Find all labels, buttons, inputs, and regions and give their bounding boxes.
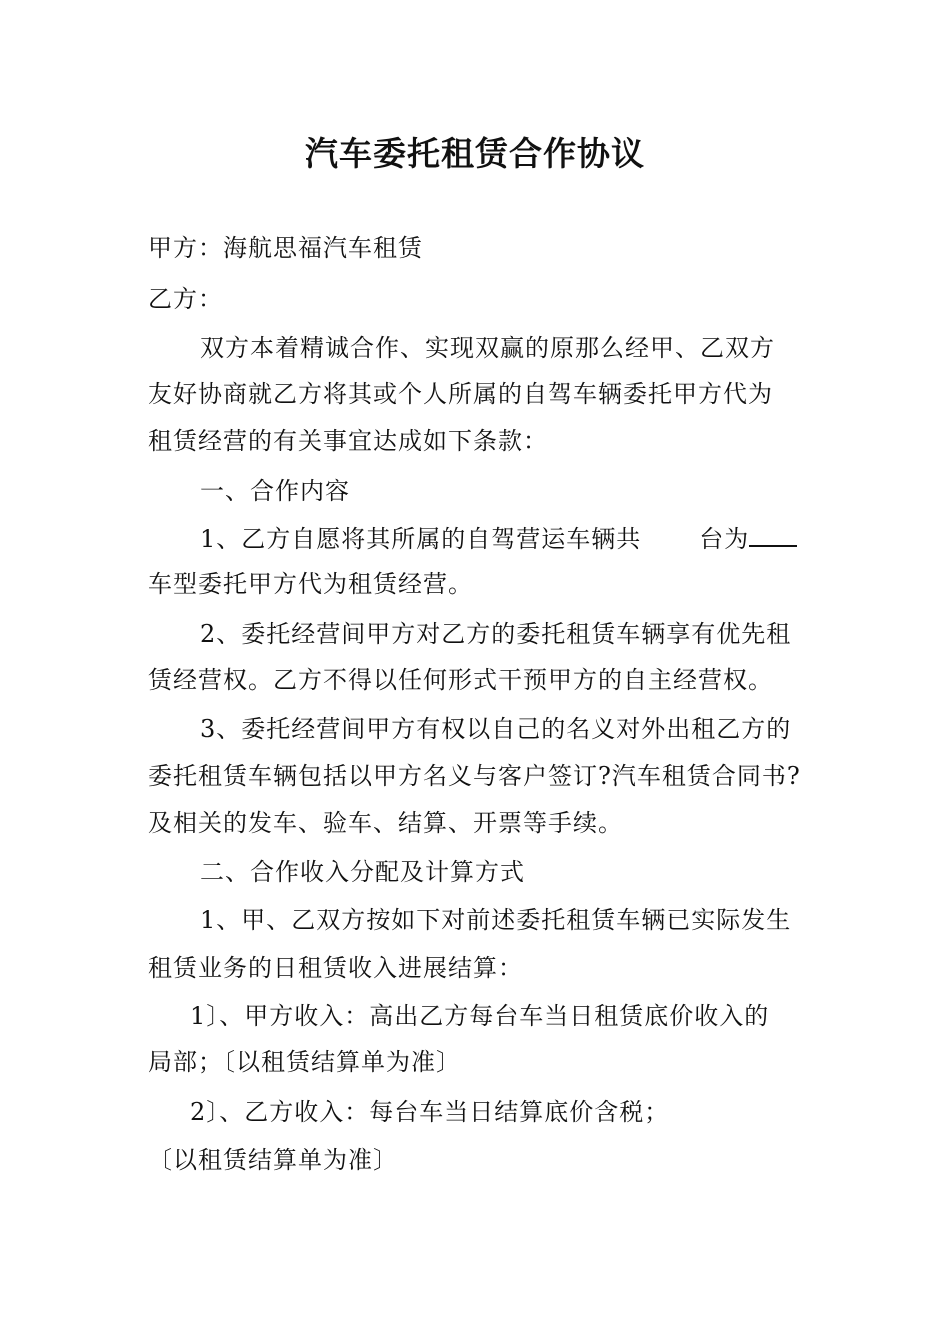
section-1-heading: 一、合作内容: [200, 477, 350, 505]
clause-1-3-line-3: 及相关的发车、验车、结算、开票等手续。: [148, 809, 623, 837]
clause-1-3-line-1: 3、委托经营间甲方有权以自己的名义对外出租乙方的: [200, 715, 792, 743]
party-b-line: 乙方：: [148, 285, 223, 313]
clause-1-1-part-a: 1、乙方自愿将其所属的自驾营运车辆共: [200, 525, 642, 553]
clause-1-2-line-1: 2、委托经营间甲方对乙方的委托租赁车辆享有优先租: [200, 620, 792, 648]
document-title: 汽车委托租赁合作协议: [305, 134, 645, 173]
clause-2-1-1-line-1: 1〕、甲方收入：高出乙方每台车当日租赁底价收入的: [190, 1002, 770, 1030]
clause-1-2-line-2: 赁经营权。乙方不得以任何形式干预甲方的自主经营权。: [148, 666, 773, 694]
clause-1-1-line-2: 车型委托甲方代为租赁经营。: [148, 570, 473, 598]
clause-2-1-line-1: 1、甲、乙双方按如下对前述委托租赁车辆已实际发生: [200, 906, 792, 934]
clause-1-1-line-1: [200, 523, 797, 554]
clause-2-1-2-line-1: 2〕、乙方收入：每台车当日结算底价含税；: [190, 1098, 670, 1126]
party-a-line: 甲方：海航思福汽车租赁: [148, 234, 423, 262]
clause-2-1-1-line-2: 局部；〔以租赁结算单为准〕: [148, 1048, 461, 1076]
section-2-heading: 二、合作收入分配及计算方式: [200, 858, 525, 886]
clause-2-1-line-2: 租赁业务的日租赁收入进展结算：: [148, 954, 523, 982]
model-blank: [749, 523, 797, 547]
clause-2-1-2-line-2: 〔以租赁结算单为准〕: [148, 1146, 398, 1174]
intro-line-2: 友好协商就乙方将其或个人所属的自驾车辆委托甲方代为: [148, 380, 773, 408]
clause-1-3-line-2: 委托租赁车辆包括以甲方名义与客户签订?汽车租赁合同书?: [148, 762, 801, 790]
intro-line-1: 双方本着精诚合作、实现双赢的原那么经甲、乙双方: [200, 334, 775, 362]
intro-line-3: 租赁经营的有关事宜达成如下条款：: [148, 427, 548, 455]
clause-1-1-part-b: 台为: [699, 525, 750, 553]
